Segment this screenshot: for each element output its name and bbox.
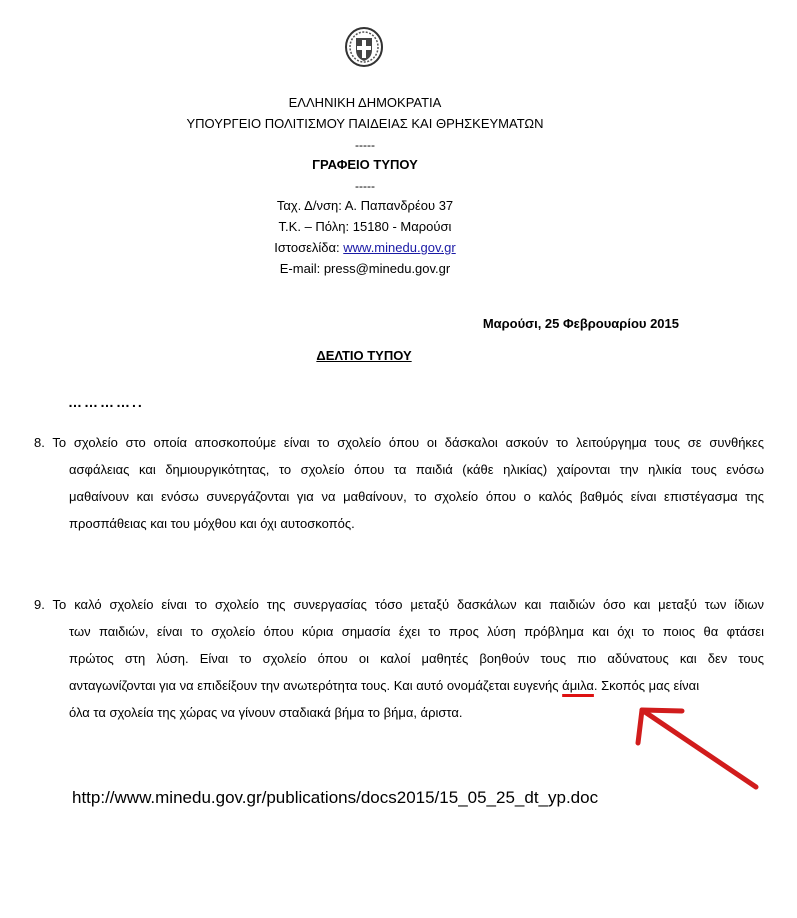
- document-title: ΔΕΛΤΙΟ ΤΥΠΟΥ: [316, 348, 412, 363]
- email-line: E-mail: press@minedu.gov.gr: [279, 261, 451, 276]
- paragraph-line: των παιδιών, είναι το σχολείο όπου κύρια σημασία έχει το προς λύση πρόβλημα και όχι το ποιος θα φτάσει: [69, 624, 764, 639]
- greek-emblem-icon: [344, 26, 384, 68]
- ellipsis: …………..: [68, 394, 144, 410]
- separator: -----: [355, 179, 375, 193]
- paragraph-line: ασφάλειας και δημιουργικότητας, το σχολείο όπου τα παιδιά (κάθε ηλικίας) χαίρονται την ηλικία τους ενόσω: [69, 462, 764, 477]
- paragraph-8: [34, 429, 764, 537]
- postal-line: Τ.Κ. – Πόλη: 15180 - Μαρούσι: [278, 219, 452, 234]
- line-text: . Σκοπός μας είναι: [593, 678, 700, 693]
- website-label: Ιστοσελίδα:: [274, 240, 344, 255]
- annotation-arrow-icon: [620, 695, 770, 795]
- website-link[interactable]: www.minedu.gov.gr: [343, 240, 456, 255]
- line-text: ανταγωνίζονται για να επιδείξουν την ανωτερότητα τους. Και αυτό ονομάζεται ευγενής: [69, 678, 563, 693]
- address-line: Ταχ. Δ/νση: Α. Παπανδρέου 37: [276, 198, 454, 213]
- website-line: [0, 240, 730, 255]
- office-heading: ΓΡΑΦΕΙΟ ΤΥΠΟΥ: [312, 157, 418, 172]
- paragraph-line: 8. Το σχολείο στο οποία αποσκοπούμε είναι το σχολείο όπου οι δάσκαλοι ασκούν το λειτούργημα τους σε συνθήκες: [34, 435, 764, 450]
- ministry-heading: ΥΠΟΥΡΓΕΙΟ ΠΟΛΙΤΙΣΜΟΥ ΠΑΙΔΕΙΑΣ ΚΑΙ ΘΡΗΣΚΕΥΜΑΤΩΝ: [186, 116, 544, 131]
- paragraph-line: προσπάθειας και του μόχθου και όχι αυτοσκοπός.: [69, 516, 355, 531]
- source-url: http://www.minedu.gov.gr/publications/docs2015/15_05_25_dt_yp.doc: [72, 788, 599, 807]
- paragraph-line: 9. Το καλό σχολείο είναι το σχολείο της συνεργασίας τόσο μεταξύ δασκάλων και παιδιών όσο και μεταξύ των ίδιων: [34, 597, 764, 612]
- highlighted-word: άμιλα: [562, 678, 594, 693]
- paragraph-line: μαθαίνουν και ενόσω συνεργάζονται για να μαθαίνουν, το σχολείο όπου ο καλός βαθμός είναι επιστέγασμα της: [69, 489, 764, 504]
- separator: -----: [355, 138, 375, 152]
- date-line: Μαρούσι, 25 Φεβρουαρίου 2015: [482, 316, 679, 331]
- paragraph-line: όλα τα σχολεία της χώρας να γίνουν σταδιακά βήμα το βήμα, άριστα.: [69, 705, 463, 720]
- country-heading: ΕΛΛΗΝΙΚΗ ΔΗΜΟΚΡΑΤΙΑ: [288, 95, 442, 110]
- paragraph-line: πρώτος στη λύση. Είναι το σχολείο όπου οι καλοί μαθητές βοηθούν τους πιο αδύνατους και δεν τους: [69, 651, 764, 666]
